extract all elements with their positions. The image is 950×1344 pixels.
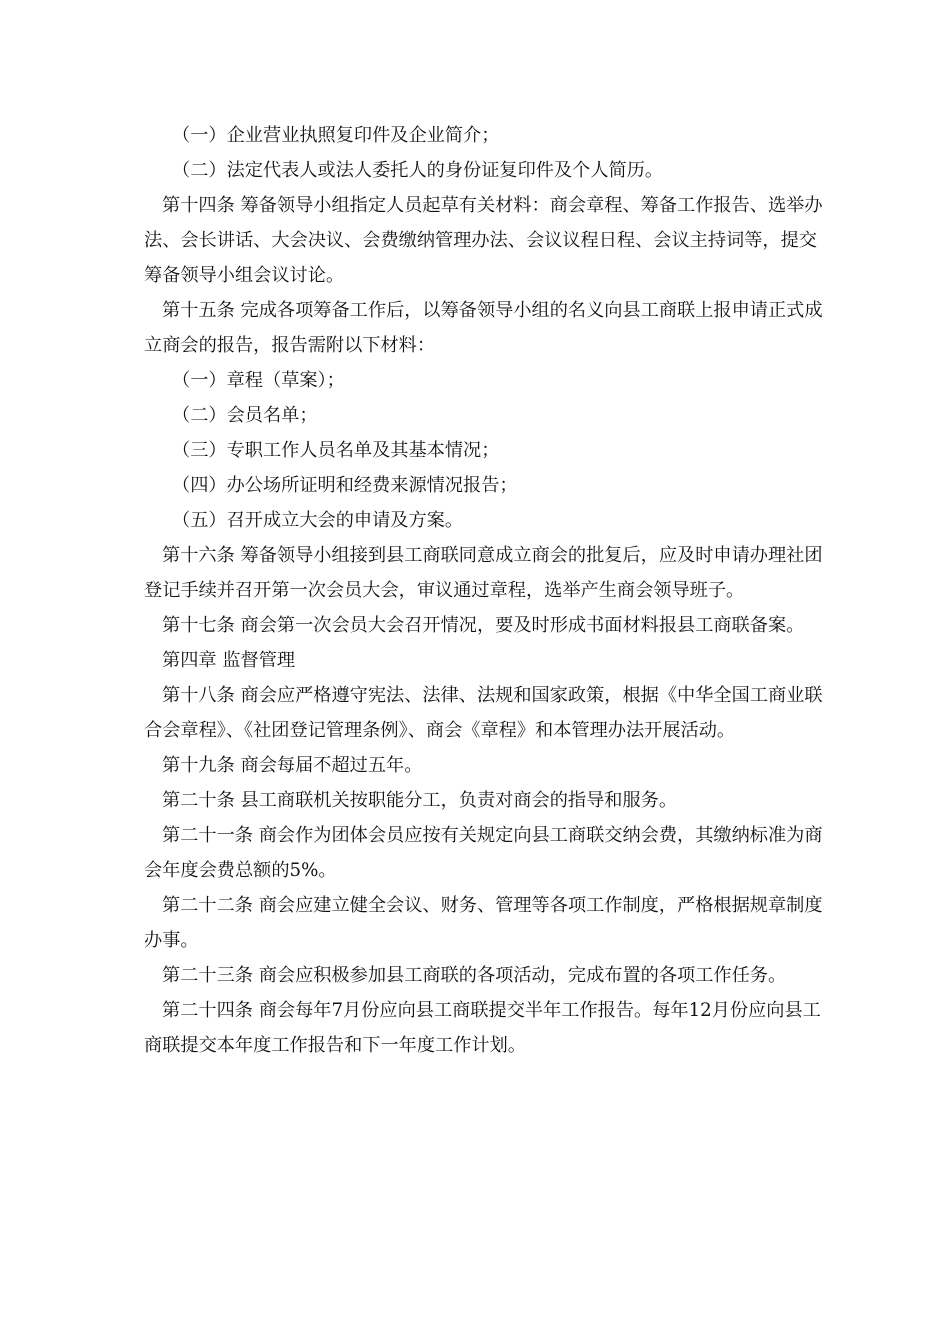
list-item: （二）会员名单； [172,405,318,426]
list-item: （一）企业营业执照复印件及企业简介； [172,125,500,146]
article-paragraph: 第十五条 完成各项筹备工作后，以筹备领导小组的名义向县工商联上报申请正式成立商会的报告，报告需附以下材料： [144,300,823,356]
list-item: （五）召开成立大会的申请及方案。 [172,510,464,531]
article-paragraph: 第十六条 筹备领导小组接到县工商联同意成立商会的批复后，应及时申请办理社团登记手续并召开第一次会员大会，审议通过章程，选举产生商会领导班子。 [144,545,823,601]
article-paragraph: 第二十二条 商会应建立健全会议、财务、管理等各项工作制度，严格根据规章制度办事。 [144,895,823,951]
chapter-heading: 第四章 监督管理 [162,650,296,671]
article-paragraph: 第十八条 商会应严格遵守宪法、法律、法规和国家政策，根据《中华全国工商业联合会章程》、《社团登记管理条例》、商会《章程》和本管理办法开展活动。 [144,685,823,741]
article-paragraph: 第二十条 县工商联机关按职能分工，负责对商会的指导和服务。 [162,790,678,811]
article-paragraph: 第二十四条 商会每年7月份应向县工商联提交半年工作报告。每年12月份应向县工商联提交本年度工作报告和下一年度工作计划。 [144,1000,821,1056]
document-body [144,118,834,1063]
list-item: （二）法定代表人或法人委托人的身份证复印件及个人简历。 [172,160,664,181]
list-item: （四）办公场所证明和经费来源情况报告； [172,475,518,496]
list-item: （一）章程（草案）； [172,370,345,391]
article-paragraph: 第十九条 商会每届不超过五年。 [162,755,423,776]
article-paragraph: 第二十三条 商会应积极参加县工商联的各项活动，完成布置的各项工作任务。 [162,965,787,986]
article-paragraph: 第二十一条 商会作为团体会员应按有关规定向县工商联交纳会费，其缴纳标准为商会年度会费总额的5%。 [144,825,823,881]
article-paragraph: 第十七条 商会第一次会员大会召开情况，要及时形成书面材料报县工商联备案。 [162,615,805,636]
article-paragraph: 第十四条 筹备领导小组指定人员起草有关材料：商会章程、筹备工作报告、选举办法、会长讲话、大会决议、会费缴纳管理办法、会议议程日程、会议主持词等，提交筹备领导小组会议讨论。 [144,195,823,286]
list-item: （三）专职工作人员名单及其基本情况； [172,440,500,461]
